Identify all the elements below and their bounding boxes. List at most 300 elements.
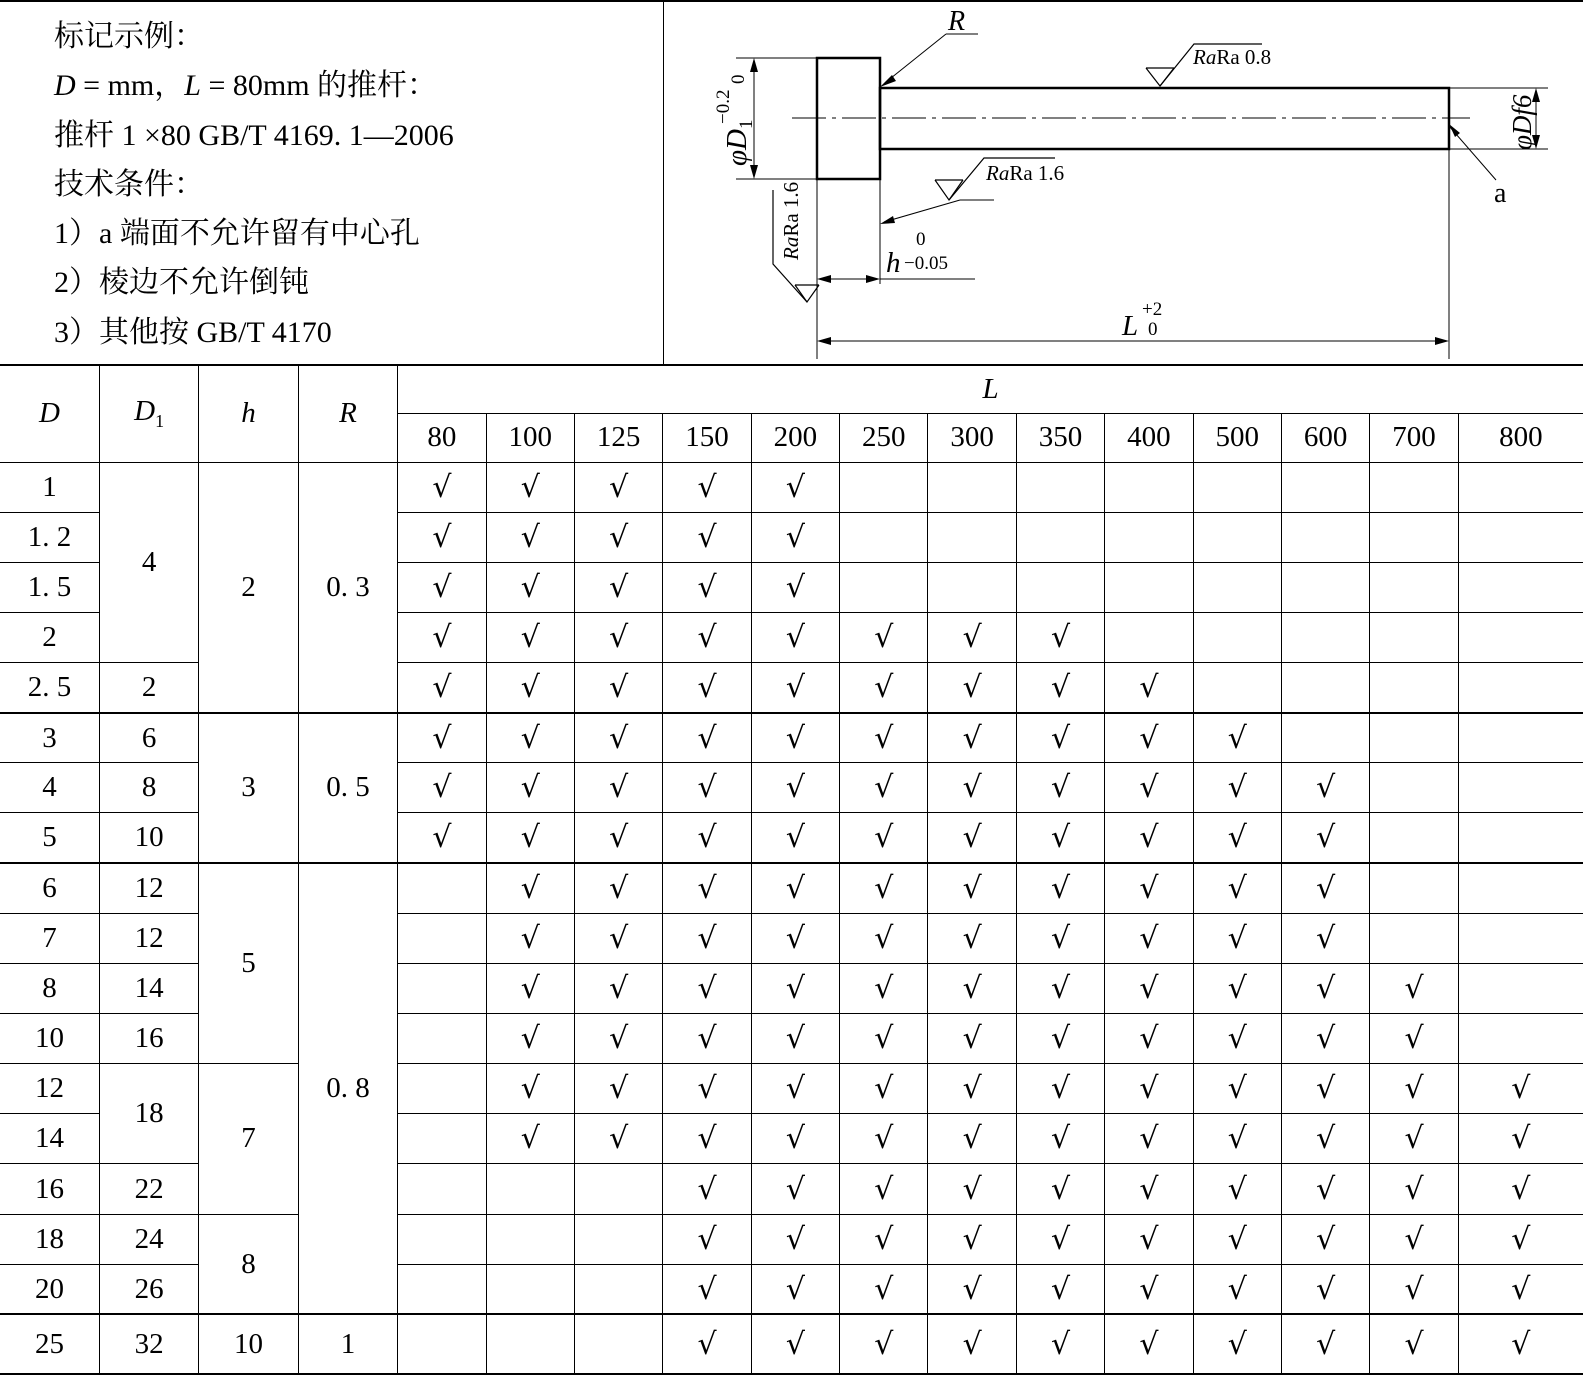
check-mark-icon: √ (1227, 720, 1247, 756)
cell-length-availability (663, 1314, 751, 1374)
check-mark-icon: √ (432, 569, 452, 605)
cell-length-availability (1281, 663, 1369, 713)
cell-length-availability (928, 1314, 1016, 1374)
check-mark-icon: √ (1050, 820, 1071, 856)
check-mark-icon: √ (785, 1021, 805, 1057)
cell-length-availability (574, 612, 662, 662)
cell-length-availability (1458, 1214, 1583, 1264)
check-mark-icon: √ (785, 469, 805, 505)
check-mark-icon: √ (697, 920, 717, 956)
check-mark-icon: √ (520, 1121, 540, 1157)
cell-length-availability (663, 1114, 751, 1164)
arrowhead (866, 275, 880, 283)
check-mark-icon: √ (697, 870, 717, 906)
check-mark-icon: √ (1050, 1171, 1071, 1207)
cell-length-availability (663, 1164, 751, 1214)
cell-d: 16 (0, 1164, 99, 1214)
cell-d: 20 (0, 1264, 99, 1314)
cell-length-availability (486, 1064, 574, 1114)
check-mark-icon: √ (520, 870, 540, 906)
check-mark-icon: √ (1139, 1171, 1159, 1207)
cell-length-availability (574, 1114, 662, 1164)
cell-length-availability (1016, 663, 1104, 713)
cell-length-availability (1458, 612, 1583, 662)
cell-d1: 12 (99, 913, 198, 963)
table-row (0, 863, 1583, 913)
cell-length-availability (486, 1314, 574, 1374)
check-mark-icon: √ (1511, 1326, 1531, 1362)
cell-d1: 8 (99, 763, 198, 813)
check-mark-icon: √ (609, 720, 629, 756)
header-length: 500 (1193, 413, 1281, 462)
check-mark-icon: √ (1404, 1326, 1424, 1362)
cell-length-availability (486, 1014, 574, 1064)
cell-length-availability (1193, 1014, 1281, 1064)
cell-length-availability (928, 1114, 1016, 1164)
cell-length-availability (486, 663, 574, 713)
check-mark-icon: √ (1139, 1326, 1159, 1362)
cell-length-availability (1105, 562, 1193, 612)
check-mark-icon: √ (1404, 1021, 1424, 1057)
check-mark-icon: √ (1316, 1071, 1336, 1107)
cell-length-availability (663, 512, 751, 562)
cell-d: 25 (0, 1314, 99, 1374)
cell-length-availability (1281, 1014, 1369, 1064)
cell-length-availability (486, 1264, 574, 1314)
cell-length-availability (398, 512, 486, 562)
check-mark-icon: √ (520, 1021, 540, 1057)
cell-length-availability (928, 512, 1016, 562)
cell-length-availability (1016, 813, 1104, 863)
table-row (0, 462, 1583, 512)
cell-length-availability (1193, 612, 1281, 662)
check-mark-icon: √ (962, 1171, 982, 1207)
cell-length-availability (663, 462, 751, 512)
check-mark-icon: √ (520, 720, 540, 756)
cell-length-availability (751, 1314, 839, 1374)
cell-length-availability (398, 1014, 486, 1064)
cell-length-availability (486, 1214, 574, 1264)
cell-d1: 12 (99, 863, 198, 913)
cell-length-availability (398, 462, 486, 512)
cell-length-availability (663, 763, 751, 813)
cell-length-availability (1016, 562, 1104, 612)
cell-length-availability (1193, 1114, 1281, 1164)
cell-length-availability (1281, 1164, 1369, 1214)
header-r: R (298, 365, 397, 462)
check-mark-icon: √ (1316, 820, 1336, 856)
cell-length-availability (1458, 913, 1583, 963)
marking-notes (0, 2, 664, 365)
cell-length-availability (663, 1214, 751, 1264)
cell-length-availability (1016, 963, 1104, 1013)
cell-length-availability (1016, 512, 1104, 562)
cell-length-availability (486, 462, 574, 512)
cell-length-availability (840, 963, 928, 1013)
check-mark-icon: √ (874, 619, 894, 655)
cell-length-availability (574, 963, 662, 1013)
check-mark-icon: √ (1050, 1021, 1071, 1057)
cell-length-availability (398, 763, 486, 813)
note-symbol-d: D (54, 69, 76, 102)
cell-length-availability (1016, 462, 1104, 512)
check-mark-icon: √ (874, 920, 894, 956)
cell-length-availability (486, 713, 574, 763)
cell-r: 0. 3 (298, 462, 397, 713)
cell-length-availability (574, 462, 662, 512)
d1-tolerance-lower: −0.2 (713, 89, 734, 124)
check-mark-icon: √ (962, 1271, 982, 1307)
check-mark-icon: √ (874, 1171, 894, 1207)
check-mark-icon: √ (874, 770, 894, 806)
check-mark-icon: √ (785, 619, 805, 655)
cell-d: 2 (0, 612, 99, 662)
check-mark-icon: √ (1139, 1021, 1159, 1057)
check-mark-icon: √ (1511, 1221, 1531, 1257)
check-mark-icon: √ (1050, 1326, 1071, 1362)
check-mark-icon: √ (609, 669, 629, 705)
cell-length-availability (1016, 1164, 1104, 1214)
cell-length-availability (928, 562, 1016, 612)
cell-length-availability (1458, 713, 1583, 763)
arrowhead (880, 75, 896, 87)
check-mark-icon: √ (1316, 1021, 1336, 1057)
header-length: 600 (1281, 413, 1369, 462)
ejector-pin-size-table (0, 364, 1583, 1375)
check-mark-icon: √ (1227, 1171, 1247, 1207)
cell-length-availability (751, 1214, 839, 1264)
cell-length-availability (1105, 663, 1193, 713)
arrowhead (750, 58, 758, 72)
cell-d: 2. 5 (0, 663, 99, 713)
cell-length-availability (1458, 1014, 1583, 1064)
cell-length-availability (840, 612, 928, 662)
cell-length-availability (398, 1064, 486, 1114)
check-mark-icon: √ (520, 1071, 540, 1107)
cell-d1: 22 (99, 1164, 198, 1214)
check-mark-icon: √ (1316, 770, 1336, 806)
check-mark-icon: √ (609, 870, 629, 906)
d1-tolerance-upper: 0 (728, 74, 749, 84)
cell-length-availability (1105, 713, 1193, 763)
check-mark-icon: √ (697, 469, 717, 505)
cell-length-availability (1193, 1314, 1281, 1374)
header-d1-symbol: D (134, 395, 156, 428)
check-mark-icon: √ (697, 519, 717, 555)
cell-length-availability (1193, 813, 1281, 863)
check-mark-icon: √ (874, 669, 894, 705)
header-length: 100 (486, 413, 574, 462)
check-mark-icon: √ (697, 720, 717, 756)
cell-length-availability (1370, 713, 1458, 763)
check-mark-icon: √ (1404, 1271, 1424, 1307)
cell-length-availability (1370, 612, 1458, 662)
check-mark-icon: √ (520, 920, 540, 956)
arrowhead (750, 165, 758, 179)
cell-length-availability (928, 1264, 1016, 1314)
check-mark-icon: √ (785, 970, 805, 1006)
cell-length-availability (1193, 1264, 1281, 1314)
check-mark-icon: √ (785, 870, 805, 906)
check-mark-icon: √ (432, 469, 452, 505)
check-mark-icon: √ (962, 770, 982, 806)
leader-line (884, 200, 960, 222)
cell-d: 18 (0, 1214, 99, 1264)
cell-length-availability (398, 863, 486, 913)
header-length: 350 (1016, 413, 1104, 462)
check-mark-icon: √ (1227, 1071, 1247, 1107)
check-mark-icon: √ (1227, 770, 1247, 806)
cell-length-availability (928, 813, 1016, 863)
table-row (0, 1214, 1583, 1264)
check-mark-icon: √ (1227, 920, 1247, 956)
cell-length-availability (1458, 863, 1583, 913)
check-mark-icon: √ (697, 970, 717, 1006)
table-row (0, 1064, 1583, 1114)
header-length: 80 (398, 413, 486, 462)
header-length: 400 (1105, 413, 1193, 462)
cell-length-availability (1281, 1114, 1369, 1164)
cell-length-availability (398, 1214, 486, 1264)
cell-length-availability (1016, 1264, 1104, 1314)
check-mark-icon: √ (609, 569, 629, 605)
check-mark-icon: √ (874, 1271, 894, 1307)
check-mark-icon: √ (962, 870, 982, 906)
cell-length-availability (751, 763, 839, 813)
check-mark-icon: √ (432, 669, 452, 705)
roughness-label-top: RaRa 0.8 (1193, 45, 1272, 69)
check-mark-icon: √ (1050, 1121, 1071, 1157)
cell-length-availability (1193, 512, 1281, 562)
check-mark-icon: √ (1050, 669, 1071, 705)
check-mark-icon: √ (1511, 1121, 1531, 1157)
cell-length-availability (928, 1014, 1016, 1064)
cell-length-availability (574, 1164, 662, 1214)
cell-length-availability (398, 1114, 486, 1164)
cell-length-availability (1458, 963, 1583, 1013)
cell-length-availability (486, 813, 574, 863)
cell-length-availability (1105, 1264, 1193, 1314)
cell-length-availability (1016, 1014, 1104, 1064)
h-tolerance-lower: −0.05 (904, 253, 948, 274)
check-mark-icon: √ (609, 1021, 629, 1057)
cell-length-availability (840, 562, 928, 612)
check-mark-icon: √ (785, 1071, 805, 1107)
cell-length-availability (1281, 1264, 1369, 1314)
check-mark-icon: √ (1050, 1071, 1071, 1107)
cell-length-availability (840, 1064, 928, 1114)
cell-d: 3 (0, 713, 99, 763)
cell-length-availability (663, 813, 751, 863)
cell-length-availability (1193, 913, 1281, 963)
check-mark-icon: √ (697, 619, 717, 655)
check-mark-icon: √ (520, 970, 540, 1006)
cell-length-availability (1105, 913, 1193, 963)
check-mark-icon: √ (1316, 1121, 1336, 1157)
cell-length-availability (1458, 512, 1583, 562)
cell-length-availability (574, 913, 662, 963)
cell-length-availability (751, 462, 839, 512)
check-mark-icon: √ (1050, 619, 1071, 655)
check-mark-icon: √ (609, 1071, 629, 1107)
cell-length-availability (398, 1314, 486, 1374)
check-mark-icon: √ (1050, 720, 1071, 756)
check-mark-icon: √ (962, 1221, 982, 1257)
cell-length-availability (574, 713, 662, 763)
cell-r: 1 (298, 1314, 397, 1374)
cell-length-availability (663, 612, 751, 662)
check-mark-icon: √ (1227, 1326, 1247, 1362)
cell-length-availability (1281, 913, 1369, 963)
cell-length-availability (1105, 813, 1193, 863)
check-mark-icon: √ (1404, 1071, 1424, 1107)
d1-dimension-label: $\varphi D_1$ (721, 119, 757, 166)
surface-finish-symbol (935, 180, 963, 200)
check-mark-icon: √ (697, 1271, 717, 1307)
cell-length-availability (1370, 512, 1458, 562)
arrowhead (1449, 124, 1460, 137)
cell-length-availability (1281, 1314, 1369, 1374)
cell-length-availability (1370, 963, 1458, 1013)
check-mark-icon: √ (609, 469, 629, 505)
check-mark-icon: √ (1139, 1071, 1159, 1107)
cell-length-availability (1370, 562, 1458, 612)
check-mark-icon: √ (609, 770, 629, 806)
cell-length-availability (1016, 863, 1104, 913)
cell-length-availability (840, 1264, 928, 1314)
check-mark-icon: √ (1511, 1171, 1531, 1207)
cell-length-availability (840, 1314, 928, 1374)
cell-length-availability (751, 1164, 839, 1214)
cell-length-availability (398, 562, 486, 612)
cell-d1: 2 (99, 663, 198, 713)
check-mark-icon: √ (874, 1221, 894, 1257)
end-face-label: a (1494, 178, 1507, 209)
cell-length-availability (1281, 1064, 1369, 1114)
cell-length-availability (1370, 1114, 1458, 1164)
header-l: L (398, 365, 1583, 413)
check-mark-icon: √ (962, 1021, 982, 1057)
check-mark-icon: √ (1050, 870, 1071, 906)
cell-length-availability (1105, 462, 1193, 512)
cell-length-availability (928, 763, 1016, 813)
note-text: = mm， (75, 69, 185, 102)
check-mark-icon: √ (785, 669, 805, 705)
check-mark-icon: √ (697, 1326, 717, 1362)
cell-length-availability (1370, 1164, 1458, 1214)
l-tolerance-lower: 0 (1148, 319, 1158, 340)
cell-length-availability (840, 1214, 928, 1264)
check-mark-icon: √ (697, 1021, 717, 1057)
check-mark-icon: √ (520, 469, 540, 505)
cell-length-availability (751, 663, 839, 713)
cell-length-availability (928, 713, 1016, 763)
check-mark-icon: √ (962, 970, 982, 1006)
cell-length-availability (928, 1064, 1016, 1114)
cell-length-availability (751, 913, 839, 963)
note-designation: 推杆 1 ×80 GB/T 4169. 1—2006 (54, 119, 454, 152)
check-mark-icon: √ (1227, 1121, 1247, 1157)
check-mark-icon: √ (1316, 870, 1336, 906)
cell-length-availability (398, 1264, 486, 1314)
cell-length-availability (574, 512, 662, 562)
check-mark-icon: √ (1227, 970, 1247, 1006)
cell-length-availability (574, 1264, 662, 1314)
check-mark-icon: √ (609, 519, 629, 555)
cell-length-availability (928, 913, 1016, 963)
cell-length-availability (398, 1164, 486, 1214)
cell-length-availability (1370, 913, 1458, 963)
cell-length-availability (486, 913, 574, 963)
check-mark-icon: √ (874, 1121, 894, 1157)
check-mark-icon: √ (1050, 1221, 1071, 1257)
cell-length-availability (574, 1314, 662, 1374)
cell-length-availability (1193, 462, 1281, 512)
arrowhead (817, 337, 831, 345)
check-mark-icon: √ (697, 1071, 717, 1107)
cell-length-availability (663, 863, 751, 913)
cell-length-availability (1370, 1214, 1458, 1264)
cell-length-availability (751, 1014, 839, 1064)
check-mark-icon: √ (874, 1021, 894, 1057)
check-mark-icon: √ (962, 720, 982, 756)
cell-h: 8 (199, 1214, 298, 1314)
df-dimension-label: φDf6 (1507, 94, 1537, 150)
cell-length-availability (486, 612, 574, 662)
cell-length-availability (398, 663, 486, 713)
check-mark-icon: √ (432, 770, 452, 806)
cell-length-availability (1281, 813, 1369, 863)
check-mark-icon: √ (1316, 970, 1336, 1006)
header-d: D (0, 365, 99, 462)
check-mark-icon: √ (432, 820, 452, 856)
cell-length-availability (1193, 1214, 1281, 1264)
cell-length-availability (663, 713, 751, 763)
cell-length-availability (1016, 1314, 1104, 1374)
arrowhead (880, 216, 895, 224)
cell-length-availability (1370, 763, 1458, 813)
cell-length-availability (1281, 963, 1369, 1013)
check-mark-icon: √ (1139, 720, 1159, 756)
cell-length-availability (1281, 763, 1369, 813)
cell-length-availability (663, 1064, 751, 1114)
cell-h: 3 (199, 713, 298, 863)
check-mark-icon: √ (785, 569, 805, 605)
cell-length-availability (1370, 462, 1458, 512)
header-d1 (99, 365, 198, 462)
check-mark-icon: √ (785, 820, 805, 856)
header-length: 125 (574, 413, 662, 462)
cell-d1: 24 (99, 1214, 198, 1264)
cell-length-availability (486, 963, 574, 1013)
cell-length-availability (840, 913, 928, 963)
cell-r: 0. 8 (298, 863, 397, 1314)
cell-h: 5 (199, 863, 298, 1064)
cell-length-availability (928, 1164, 1016, 1214)
table-row (0, 1314, 1583, 1374)
check-mark-icon: √ (1227, 820, 1247, 856)
cell-length-availability (751, 512, 839, 562)
cell-length-availability (751, 612, 839, 662)
cell-length-availability (1016, 713, 1104, 763)
cell-length-availability (1281, 462, 1369, 512)
check-mark-icon: √ (1404, 1221, 1424, 1257)
cell-length-availability (840, 863, 928, 913)
check-mark-icon: √ (962, 669, 982, 705)
check-mark-icon: √ (609, 619, 629, 655)
header-length: 250 (840, 413, 928, 462)
check-mark-icon: √ (785, 770, 805, 806)
